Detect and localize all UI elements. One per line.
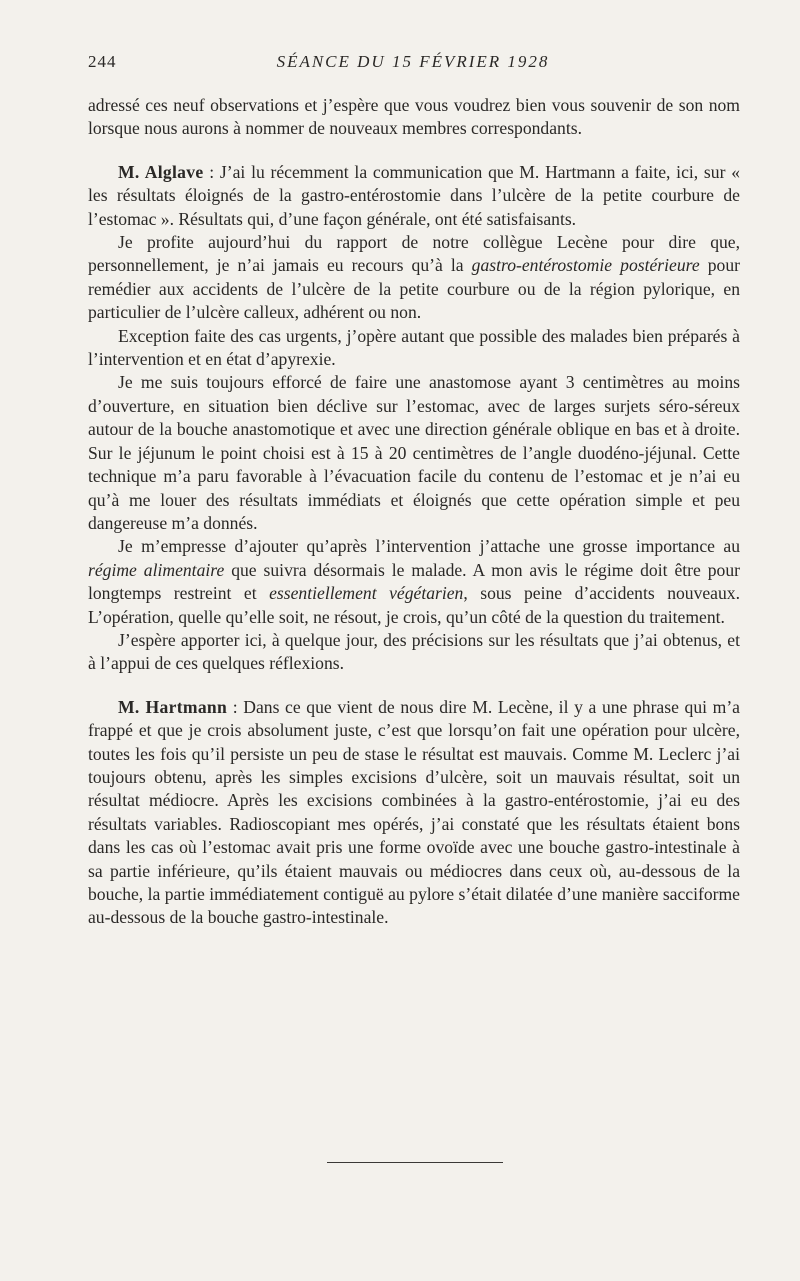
paragraph-text: : J’ai lu récemment la communication que M. Hartmann a faite, ici, sur « les résultats éloignés de la gastro-entérostomie dans l’ulcère de la petite courbure de l’estomac ». Résultats qui, d’une façon générale, ont été satisfaisants. <box>88 161 740 229</box>
body-text <box>88 94 740 930</box>
paragraph-alglave-preparation <box>88 325 740 372</box>
page-header <box>88 52 738 76</box>
paragraph-text: Je m’empresse d’ajouter qu’après l’intervention j’attache une grosse importance au <box>118 536 740 557</box>
paragraph-text: pour remédier aux accidents de l’ulcère de la petite courbure ou de la région pylorique, en particulier de l’ulcère calleux, adhérent ou non. <box>88 255 740 323</box>
paragraph-continuation <box>88 94 740 141</box>
speaker-name: M. Alglave <box>118 161 204 182</box>
paragraph-text: adressé ces neuf observations et j’espère que vous voudrez bien vous souvenir de son nom lorsque nous aurons à nommer de nouveaux membres correspondants. <box>88 95 740 139</box>
emphasis-text: gastro-entérostomie postérieure <box>471 255 700 276</box>
paragraph-text: : Dans ce que vient de nous dire M. Lecène, il y a une phrase qui m’a frappé et que je crois absolument juste, c’est que lorsqu’on fait une opération pour ulcère, toutes les fois qu’il persiste un peu de stase le résultat est mauvais. Comme M. Leclerc j’ai toujours obtenu, après les simples excisions d’ulcère, soit un mauvais résultat, soit un résultat médiocre. Après les excisions combinées à la gastro-entérostomie, j’ai eu des résultats variables. Radioscopiant mes opérés, j’ai constaté que les résultats étaient bons dans les cas où l’estomac avait pris une forme ovoïde avec une bouche gastro-intestinale à sa partie inférieure, qu’ils étaient mauvais ou médiocres dans ceux où, au-dessous de la bouche, la partie immédiatement contiguë au pylore s’était dilatée d’une manière sacciforme au-dessous de la bouche gastro-intestinale. <box>88 696 740 928</box>
paragraph-text: Je me suis toujours efforcé de faire une anastomose ayant 3 centimètres au moins d’ouverture, en situation bien déclive sur l’estomac, avec de larges surjets séro-séreux autour de la bouche anastomotique et avec une direction générale oblique en bas et à droite. Sur le jéjunum le point choisi est à 15 à 20 centimètres de l’angle duodéno-jéjunal. Cette technique m’a paru favorable à l’évacuation facile du contenu de l’estomac et je n’ai eu qu’à me louer des résultats immédiats et éloignés que cette opération simple et peu dangereuse m’a donnés. <box>88 372 740 533</box>
paragraph-alglave-regime <box>88 535 740 629</box>
paragraph-alglave-procedure <box>88 231 740 325</box>
paragraph-text: Je profite aujourd’hui du rapport de notre collègue Lecène pour dire que, personnellement, je n’ai jamais eu recours qu’à la <box>88 232 740 276</box>
paragraph-text: J’espère apporter ici, à quelque jour, des précisions sur les résultats que j’ai obtenus, et à l’appui de ces quelques réflexions. <box>88 629 740 674</box>
speaker-name: M. Hartmann <box>118 696 228 717</box>
paragraph-alglave-intro <box>88 161 740 231</box>
paragraph-text: que suivra désormais le malade. A mon avis le régime doit être pour longtemps restreint et <box>88 559 740 604</box>
paragraph-alglave-closing <box>88 629 740 676</box>
section-divider <box>327 1162 503 1163</box>
paragraph-hartmann <box>88 696 740 930</box>
emphasis-text: essentiellement végétarien <box>269 583 464 604</box>
paragraph-alglave-technique <box>88 371 740 535</box>
running-title: SÉANCE DU 15 FÉVRIER 1928 <box>276 52 550 71</box>
emphasis-text: régime alimentaire <box>88 559 225 580</box>
paragraph-text: , sous peine d’accidents nouveaux. L’opération, quelle qu’elle soit, ne résout, je crois, qu’un côté de la question du traitement. <box>88 583 740 627</box>
page-number: 244 <box>88 52 117 71</box>
paragraph-text: Exception faite des cas urgents, j’opère autant que possible des malades bien préparés à l’intervention et en état d’apyrexie. <box>88 325 740 370</box>
